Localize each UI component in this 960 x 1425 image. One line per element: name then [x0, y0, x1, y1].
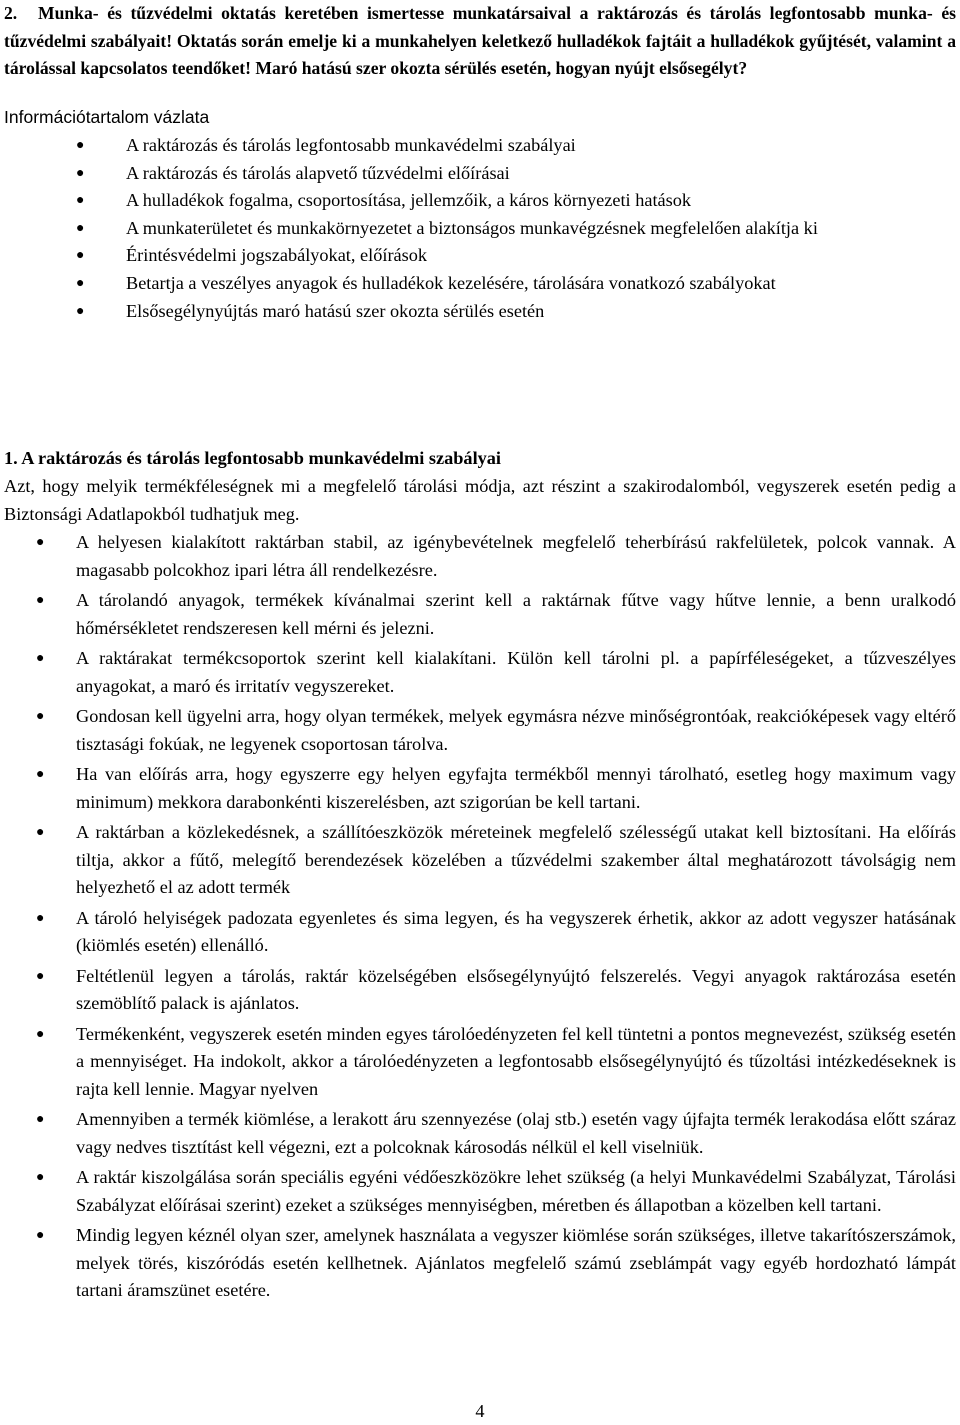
rule-item — [0, 905, 956, 960]
rule-text: Amennyiben a termék kiömlése, a lerakott áru szennyezése (olaj stb.) esetén vagy újfajta termék lerakodása előtt száraz vagy nedves tisztítást kell végezni, ezt a polcoknak károsodás nélkül el kell viselniük. — [76, 1109, 956, 1157]
outline-item-text: A raktározás és tárolás alapvető tűzvédelmi előírásai — [126, 162, 510, 183]
bullet-icon: ● — [76, 193, 85, 209]
rule-item — [0, 761, 956, 816]
rule-text: A helyesen kialakított raktárban stabil, az igénybevételnek megfelelő teherbírású rakfelületek, polcok vannak. A magasabb polcokhoz ipari létra áll rendelkezésre. — [76, 532, 956, 580]
rule-item — [0, 963, 956, 1018]
outline-item-text: Betartja a veszélyes anyagok és hulladékok kezelésére, tárolására vonatkozó szabályokat — [126, 272, 776, 293]
rule-text: A tároló helyiségek padozata egyenletes és sima legyen, és ha vegyszerek érhetik, akkor az adott vegyszer hatásának (kiömlés esetén) ellenálló. — [76, 907, 956, 955]
outline-item — [0, 187, 955, 215]
rule-text: Termékenként, vegyszerek esetén minden egyes tárolóedényzeten fel kell tüntetni a pontos megnevezést, szükség esetén a mennyiséget. Ha indokolt, akkor a tárolóedényzeten a legfontosabb elsősegélynyújtó és tűzoltási intézkedéseknek is rajta kell lennie. Magyar nyelven — [76, 1023, 956, 1099]
rule-text: A tárolandó anyagok, termékek kívánalmai szerint kell a raktárnak fűtve vagy hűtve lennie, a benn uralkodó hőmérsékletet rendszeresen kell mérni és jelezni. — [76, 590, 956, 638]
task-number: 2. — [4, 3, 18, 23]
outline-item-text: A raktározás és tárolás legfontosabb munkavédelmi szabályai — [126, 135, 576, 155]
rule-item — [0, 529, 956, 584]
rule-item — [0, 645, 956, 700]
rule-text: Mindig legyen kéznél olyan szer, amelynek használata a vegyszer kiömlése során szükséges, illetve takarítószerszámok, melyek törés, kiszóródás esetén kellhetnek. Ajánlatos megfelelő számú zseblámpát vagy egyéb hordozható lámpát tartani áramszünet esetére. — [76, 1225, 956, 1300]
outline-item — [0, 270, 955, 298]
page-number: 4 — [475, 1401, 485, 1421]
section-title: 1. A raktározás és tárolás legfontosabb munkavédelmi szabályai — [4, 448, 502, 468]
rule-item — [0, 1164, 956, 1219]
bullet-icon: ● — [36, 709, 45, 724]
rule-item — [0, 1106, 956, 1161]
bullet-icon: ● — [36, 593, 45, 608]
outline-item — [0, 160, 955, 188]
bullet-icon: ● — [36, 651, 45, 666]
rule-item — [0, 587, 956, 642]
bullet-icon: ● — [76, 303, 85, 319]
outline-item — [0, 242, 955, 270]
rule-item — [0, 819, 956, 902]
outline-item-text: Érintésvédelmi jogszabályokat, előírások — [126, 245, 428, 266]
outline-item-text: A hulladékok fogalma, csoportosítása, jellemzőik, a káros környezeti hatások — [126, 190, 692, 211]
section-intro: Azt, hogy melyik termékféleségnek mi a megfelelő tárolási módja, azt részint a szakirodalomból, vegyszerek esetén pedig a Biztonsági Adatlapokból tudhatjuk meg. — [4, 476, 956, 524]
outline-item — [0, 215, 955, 243]
outline-item-text: Elsősegélynyújtás maró hatású szer okozta sérülés esetén — [126, 300, 545, 321]
bullet-icon: ● — [36, 1170, 45, 1185]
rule-text: Ha van előírás arra, hogy egyszerre egy helyen egyfajta termékből mennyi tárolható, esetleg hogy maximum vagy minimum) mekkora darabonkénti kiszerelésben, azt szigorúan be kell tartani. — [76, 764, 956, 812]
bullet-icon: ● — [76, 165, 85, 181]
outline-title: Információtartalom vázlata — [4, 107, 210, 127]
rule-text: A raktár kiszolgálása során speciális egyéni védőeszközökre lehet szükség (a helyi Munkavédelmi Szabályzat, Tárolási Szabályzat előírásai szerint) ezeket a szükséges mennyiségben, méretben és állapotban a közelben kell tartani. — [76, 1167, 956, 1215]
task-text: Munka- és tűzvédelmi oktatás keretében ismertesse munkatársaival a raktározás és tárolás legfontosabb munka- és tűzvédelmi szabályait! Oktatás során emelje ki a munkahelyen keletkező hulladékok fajtáit a hulladékok gyűjtését, valamint a tárolással kapcsolatos teendőket! Maró hatású szer okozta sérülés esetén, hogyan nyújt elsősegélyt? — [4, 3, 956, 78]
bullet-icon: ● — [36, 1112, 45, 1127]
bullet-icon: ● — [36, 535, 45, 550]
rule-text: A raktárban a közlekedésnek, a szállítóeszközök méreteinek megfelelő szélességű utakat kell biztosítani. Ha előírás tiltja, akkor a fűtő, melegítő berendezések közelében a tűzvédelmi szakember által meghatározott távolságig nem helyezhető el az adott termék — [76, 822, 956, 897]
rules-list — [0, 529, 956, 1308]
bullet-icon: ● — [36, 1026, 45, 1042]
outline-list — [0, 132, 955, 325]
bullet-icon: ● — [36, 968, 45, 984]
rule-text: Feltétlenül legyen a tárolás, raktár közelségében elsősegélynyújtó felszerelés. Vegyi anyagok raktározása esetén szemöblítő palack is ajánlatos. — [76, 965, 956, 1013]
bullet-icon: ● — [76, 248, 85, 264]
rule-text: A raktárakat termékcsoportok szerint kell kialakítani. Külön kell tárolni pl. a papírféleségeket, a tűzveszélyes anyagokat, a maró és irritatív vegyszereket. — [76, 648, 956, 696]
bullet-icon: ● — [76, 220, 85, 236]
bullet-icon: ● — [36, 1228, 45, 1243]
bullet-icon: ● — [76, 275, 85, 291]
rule-item — [0, 1021, 956, 1104]
rule-text: Gondosan kell ügyelni arra, hogy olyan termékek, melyek egymásra nézve minőségrontóak, reakcióképesek vagy eltérő tisztasági fokúak, ne legyenek csoportosan tárolva. — [76, 706, 956, 754]
outline-item — [0, 132, 955, 160]
outline-item — [0, 298, 955, 326]
bullet-icon: ● — [36, 825, 45, 840]
bullet-icon: ● — [76, 138, 85, 153]
rule-item — [0, 703, 956, 758]
task-heading — [4, 0, 956, 83]
rule-item — [0, 1222, 956, 1305]
outline-item-text: A munkaterületet és munkakörnyezetet a biztonságos munkavégzésnek megfelelően alakítja ki — [126, 217, 818, 238]
bullet-icon: ● — [36, 767, 45, 782]
bullet-icon: ● — [36, 910, 45, 926]
